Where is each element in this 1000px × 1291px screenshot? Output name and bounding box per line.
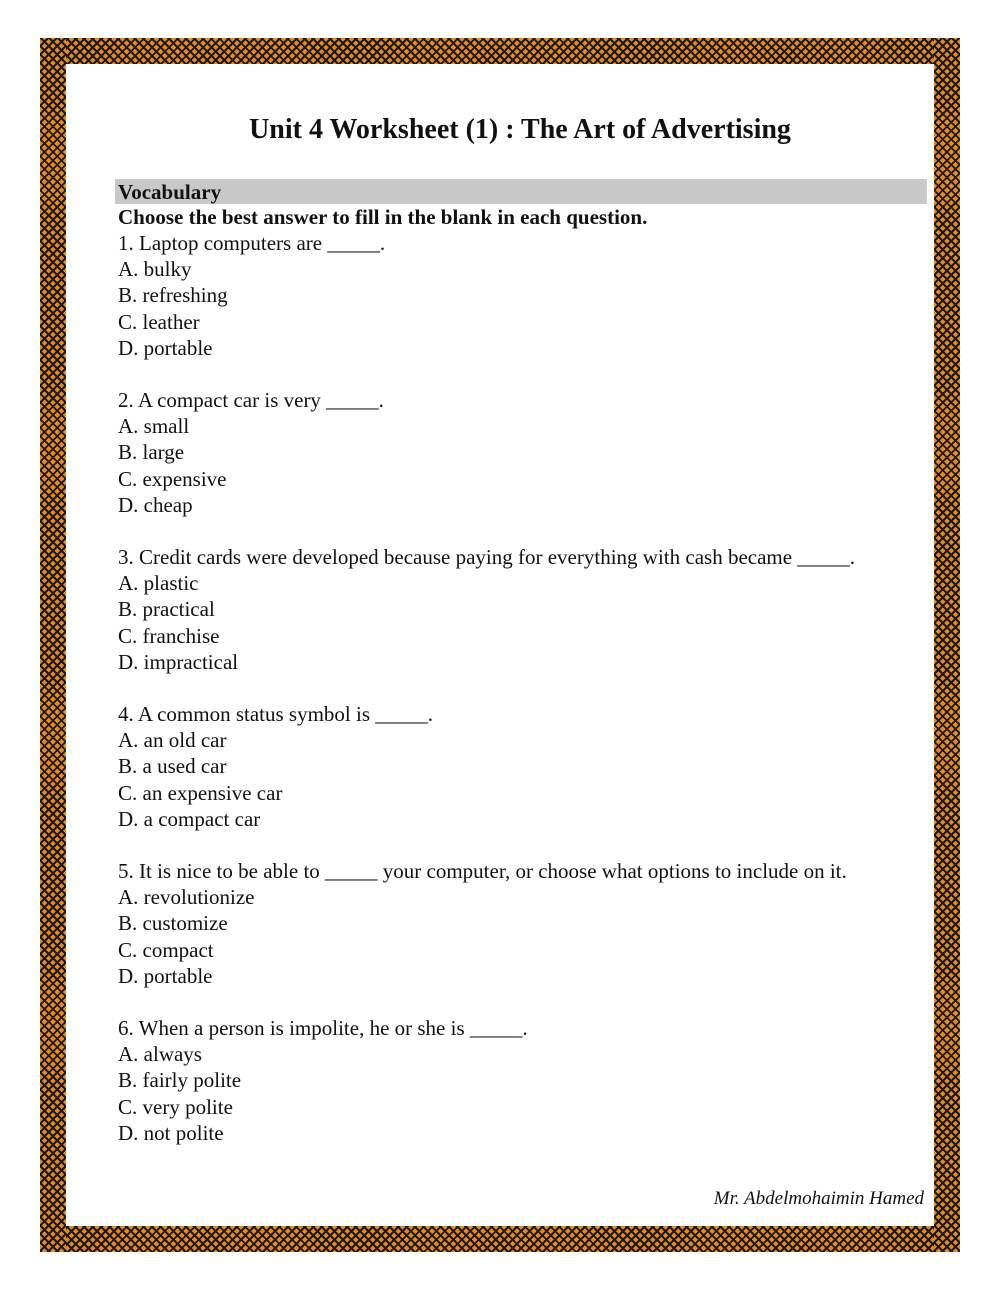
question-text: 6. When a person is impolite, he or she is _____. [118, 1016, 528, 1041]
decorative-border-top [40, 38, 960, 64]
answer-option[interactable]: D. portable [118, 335, 213, 360]
question-5 [118, 858, 928, 989]
question-6 [118, 1015, 928, 1146]
question-text: 4. A common status symbol is _____. [118, 702, 434, 727]
decorative-border-bottom [40, 1226, 960, 1252]
answer-option[interactable]: A. bulky [118, 257, 192, 282]
answer-option[interactable]: D. portable [118, 963, 213, 988]
answer-option[interactable]: D. impractical [118, 649, 239, 674]
question-text: 2. A compact car is very _____. [118, 388, 384, 413]
question-3 [118, 544, 928, 675]
answer-option[interactable]: A. revolutionize [118, 885, 255, 910]
question-list [118, 230, 928, 1172]
answer-option[interactable]: B. customize [118, 911, 228, 936]
question-2 [118, 387, 928, 518]
answer-option[interactable]: C. very polite [118, 1094, 233, 1119]
answer-option[interactable]: A. plastic [118, 571, 199, 596]
author-signature: Mr. Abdelmohaimin Hamed [713, 1188, 924, 1209]
section-header-bar [115, 179, 927, 204]
answer-option[interactable]: B. fairly polite [118, 1068, 242, 1093]
section-header-label: Vocabulary [118, 180, 222, 204]
question-text: 3. Credit cards were developed because paying for everything with cash became _____. [118, 545, 856, 570]
answer-option[interactable]: C. expensive [118, 466, 227, 491]
answer-option[interactable]: C. compact [118, 937, 214, 962]
answer-option[interactable]: D. cheap [118, 492, 193, 517]
question-1 [118, 230, 928, 361]
question-4 [118, 701, 928, 832]
answer-option[interactable]: A. small [118, 414, 190, 439]
answer-option[interactable]: A. an old car [118, 728, 227, 753]
page-title: Unit 4 Worksheet (1) : The Art of Advertising [249, 114, 791, 145]
answer-option[interactable]: B. practical [118, 597, 215, 622]
decorative-border-right [934, 38, 960, 1252]
answer-option[interactable]: B. large [118, 440, 185, 465]
answer-option[interactable]: D. not polite [118, 1120, 224, 1145]
instructions-text: Choose the best answer to fill in the blank in each question. [118, 205, 648, 229]
answer-option[interactable]: D. a compact car [118, 806, 261, 831]
decorative-border-left [40, 38, 66, 1252]
question-text: 5. It is nice to be able to _____ your computer, or choose what options to include on it. [118, 859, 847, 884]
answer-option[interactable]: C. franchise [118, 623, 220, 648]
answer-option[interactable]: B. refreshing [118, 283, 228, 308]
answer-option[interactable]: C. leather [118, 309, 200, 334]
question-text: 1. Laptop computers are _____. [118, 231, 386, 255]
answer-option[interactable]: C. an expensive car [118, 780, 283, 805]
answer-option[interactable]: B. a used car [118, 754, 227, 779]
answer-option[interactable]: A. always [118, 1042, 202, 1067]
